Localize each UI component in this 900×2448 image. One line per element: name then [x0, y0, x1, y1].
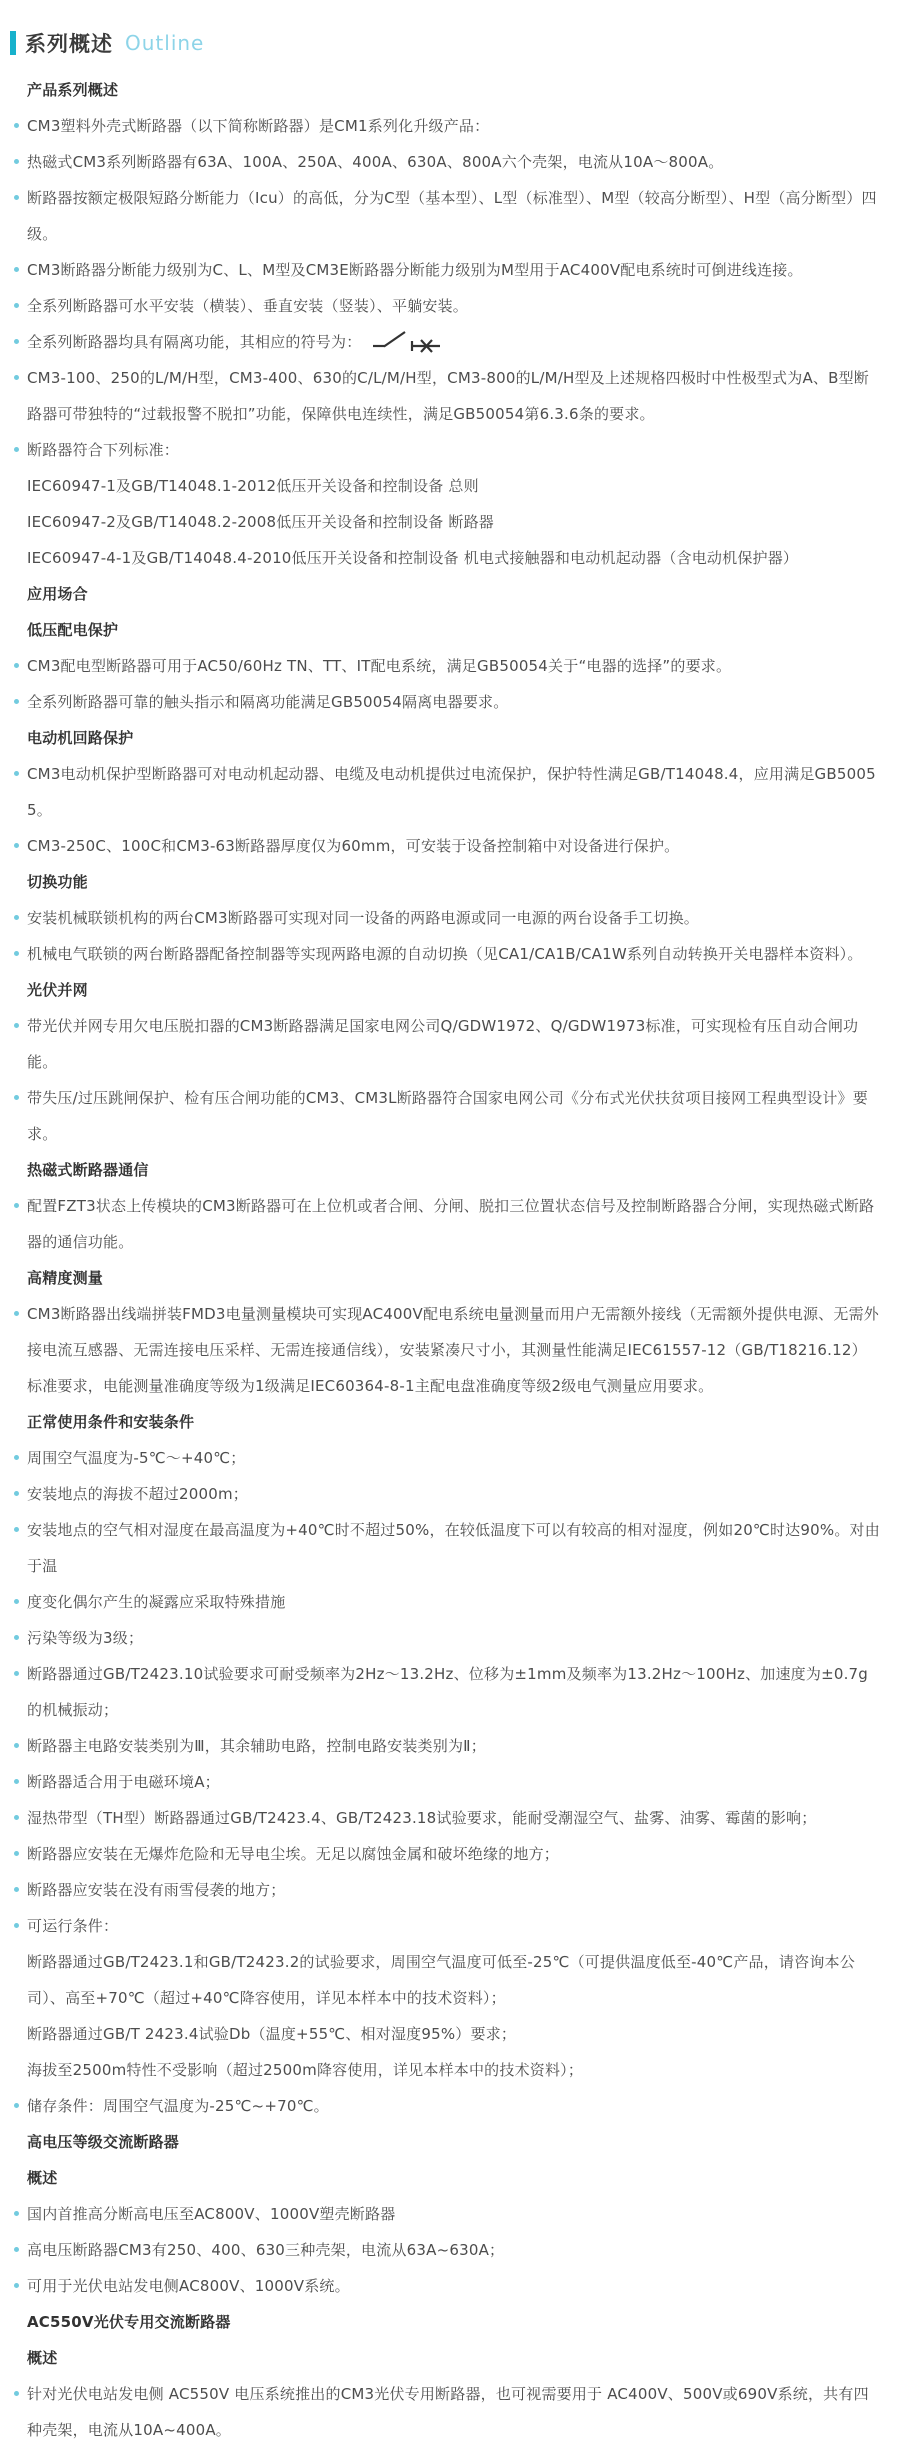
- bullet-item-text: 安装机械联锁机构的两台CM3断路器可实现对同一设备的两路电源或同一电源的两台设备手工切换。: [27, 909, 699, 927]
- bullet-item: [10, 936, 880, 972]
- bullet-item-text: 湿热带型（TH型）断路器通过GB/T2423.4、GB/T2423.18试验要求，能耐受潮湿空气、盐雾、油雾、霉菌的影响；: [27, 1809, 817, 1827]
- section-heading: [10, 576, 880, 612]
- bullet-item: [10, 180, 880, 252]
- section-heading: [10, 1404, 880, 1440]
- plain-item: [10, 1944, 880, 2016]
- plain-item-text: 断路器通过GB/T 2423.4试验Db（温度+55℃、相对湿度95%）要求；: [27, 2025, 517, 2043]
- bullet-dot-icon: [14, 1599, 19, 1604]
- bullet-dot-icon: [14, 663, 19, 668]
- bullet-item-text: CM3-250C、100C和CM3-63断路器厚度仅为60mm，可安装于设备控制箱中对设备进行保护。: [27, 837, 680, 855]
- bullet-item-text: 断路器按额定极限短路分断能力（Icu）的高低，分为C型（基本型）、L型（标准型）、M型（较高分断型）、H型（高分断型）四级。: [27, 189, 877, 243]
- bullet-item: [10, 2376, 880, 2448]
- bullet-dot-icon: [14, 1527, 19, 1532]
- content-list: [10, 72, 880, 2448]
- bullet-item-text: 污染等级为3级；: [27, 1629, 144, 1647]
- bullet-item: [10, 1008, 880, 1080]
- section-heading-label: AC550V光伏专用交流断路器: [27, 2313, 231, 2331]
- bullet-dot-icon: [14, 1815, 19, 1820]
- plain-item: [10, 540, 880, 576]
- header-accent-bar-icon: [10, 31, 16, 55]
- section-heading: [10, 720, 880, 756]
- bullet-item-text: 断路器应安装在没有雨雪侵袭的地方；: [27, 1881, 286, 1899]
- section-header: [10, 28, 880, 58]
- bullet-item: [10, 1620, 880, 1656]
- bullet-item: [10, 1584, 880, 1620]
- section-heading: [10, 2304, 880, 2340]
- bullet-dot-icon: [14, 1671, 19, 1676]
- section-heading-label: 产品系列概述: [27, 81, 119, 99]
- bullet-dot-icon: [14, 2391, 19, 2396]
- bullet-item: [10, 252, 880, 288]
- bullet-item-text: 安装地点的空气相对湿度在最高温度为+40℃时不超过50%，在较低温度下可以有较高的相对湿度，例如20℃时达90%。对由于温: [27, 1521, 880, 1575]
- bullet-dot-icon: [14, 843, 19, 848]
- bullet-item: [10, 2232, 880, 2268]
- section-heading: [10, 72, 880, 108]
- bullet-dot-icon: [14, 1311, 19, 1316]
- plain-item-text: IEC60947-2及GB/T14048.2-2008低压开关设备和控制设备 断路器: [27, 513, 494, 531]
- section-heading: [10, 1152, 880, 1188]
- section-heading: [10, 972, 880, 1008]
- section-heading: [10, 2160, 880, 2196]
- bullet-item-text: 热磁式CM3系列断路器有63A、100A、250A、400A、630A、800A六个壳架，电流从10A～800A。: [27, 153, 724, 171]
- bullet-item: [10, 1080, 880, 1152]
- page-title: 系列概述: [25, 32, 113, 56]
- bullet-item: [10, 648, 880, 684]
- bullet-item: [10, 1512, 880, 1584]
- section-heading: [10, 864, 880, 900]
- section-heading: [10, 2124, 880, 2160]
- section-heading-label: 高电压等级交流断路器: [27, 2133, 180, 2151]
- section-heading-label: 概述: [27, 2169, 58, 2187]
- plain-item-text: IEC60947-4-1及GB/T14048.4-2010低压开关设备和控制设备 机电式接触器和电动机起动器（含电动机保护器）: [27, 549, 799, 567]
- bullet-item: [10, 2196, 880, 2232]
- bullet-item-text: 带光伏并网专用欠电压脱扣器的CM3断路器满足国家电网公司Q/GDW1972、Q/GDW1973标准，可实现检有压自动合闸功能。: [27, 1017, 859, 1071]
- bullet-item: [10, 1908, 880, 1944]
- bullet-item-text: 带失压/过压跳闸保护、检有压合闸功能的CM3、CM3L断路器符合国家电网公司《分布式光伏扶贫项目接网工程典型设计》要求。: [27, 1089, 868, 1143]
- bullet-dot-icon: [14, 1743, 19, 1748]
- bullet-dot-icon: [14, 1203, 19, 1208]
- bullet-item-text: 机械电气联锁的两台断路器配备控制器等实现两路电源的自动切换（见CA1/CA1B/CA1W系列自动转换开关电器样本资料）。: [27, 945, 863, 963]
- bullet-item-text: 全系列断路器可水平安装（横装）、垂直安装（竖装）、平躺安装。: [27, 297, 469, 315]
- bullet-item-text: 周围空气温度为-5℃～+40℃；: [27, 1449, 246, 1467]
- section-heading-label: 电动机回路保护: [27, 729, 134, 747]
- bullet-item: [10, 1728, 880, 1764]
- page-title-en: Outline: [125, 31, 205, 55]
- bullet-item-text: 国内首推高分断高电压至AC800V、1000V塑壳断路器: [27, 2205, 396, 2223]
- bullet-item-text: CM3断路器分断能力级别为C、L、M型及CM3E断路器分断能力级别为M型用于AC400V配电系统时可倒进线连接。: [27, 261, 803, 279]
- bullet-item-text: 断路器主电路安装类别为Ⅲ，其余辅助电路，控制电路安装类别为Ⅱ；: [27, 1737, 486, 1755]
- plain-item-text: 海拔至2500m特性不受影响（超过2500m降容使用，详见本样本中的技术资料）；: [27, 2061, 584, 2079]
- bullet-dot-icon: [14, 2283, 19, 2288]
- bullet-item: [10, 1476, 880, 1512]
- bullet-dot-icon: [14, 375, 19, 380]
- bullet-item: [10, 360, 880, 432]
- bullet-dot-icon: [14, 195, 19, 200]
- bullet-item-text: CM3断路器出线端拼装FMD3电量测量模块可实现AC400V配电系统电量测量而用户无需额外接线（无需额外提供电源、无需外接电流互感器、无需连接电压采样、无需连接通信线），安装紧凑尺寸小，其测量性能满足IEC61557-12（GB/T18216.12）标准要求，电能测量准确度等级为1级满足IEC60364-8-1主配电盘准确度等级2级电气测量应用要求。: [27, 1305, 879, 1395]
- bullet-item: [10, 2268, 880, 2304]
- bullet-dot-icon: [14, 1923, 19, 1928]
- bullet-item-text: 断路器适合用于电磁环境A；: [27, 1773, 220, 1791]
- bullet-item-text: CM3电动机保护型断路器可对电动机起动器、电缆及电动机提供过电流保护，保护特性满足GB/T14048.4，应用满足GB50055。: [27, 765, 876, 819]
- bullet-item: [10, 432, 880, 468]
- plain-item: [10, 504, 880, 540]
- section-heading-label: 应用场合: [27, 585, 88, 603]
- bullet-item-text: 可用于光伏电站发电侧AC800V、1000V系统。: [27, 2277, 350, 2295]
- bullet-item-text: CM3配电型断路器可用于AC50/60Hz TN、TT、IT配电系统，满足GB50054关于“电器的选择”的要求。: [27, 657, 732, 675]
- bullet-item-text: 全系列断路器均具有隔离功能，其相应的符号为：: [27, 333, 362, 351]
- bullet-item: [10, 1656, 880, 1728]
- bullet-item: [10, 1836, 880, 1872]
- bullet-item: [10, 1764, 880, 1800]
- bullet-dot-icon: [14, 915, 19, 920]
- bullet-dot-icon: [14, 951, 19, 956]
- bullet-item-text: 度变化偶尔产生的凝露应采取特殊措施: [27, 1593, 286, 1611]
- bullet-item: [10, 756, 880, 828]
- bullet-item: [10, 1440, 880, 1476]
- plain-item-text: IEC60947-1及GB/T14048.1-2012低压开关设备和控制设备 总则: [27, 477, 479, 495]
- section-heading-label: 概述: [27, 2349, 58, 2367]
- bullet-dot-icon: [14, 339, 19, 344]
- bullet-dot-icon: [14, 1851, 19, 1856]
- bullet-dot-icon: [14, 447, 19, 452]
- bullet-item: [10, 1296, 880, 1404]
- bullet-item-text: 可运行条件：: [27, 1917, 119, 1935]
- plain-item: [10, 468, 880, 504]
- bullet-item-text: CM3塑料外壳式断路器（以下简称断路器）是CM1系列化升级产品：: [27, 117, 490, 135]
- bullet-item-text: 断路器通过GB/T2423.10试验要求可耐受频率为2Hz～13.2Hz、位移为±1mm及频率为13.2Hz～100Hz、加速度为±0.7g的机械振动；: [27, 1665, 869, 1719]
- bullet-dot-icon: [14, 303, 19, 308]
- section-heading-label: 低压配电保护: [27, 621, 119, 639]
- bullet-dot-icon: [14, 1887, 19, 1892]
- bullet-item-text: 安装地点的海拔不超过2000m；: [27, 1485, 248, 1503]
- section-heading-label: 正常使用条件和安装条件: [27, 1413, 195, 1431]
- bullet-item-text: 高电压断路器CM3有250、400、630三种壳架，电流从63A~630A；: [27, 2241, 505, 2259]
- bullet-item: [10, 1872, 880, 1908]
- bullet-dot-icon: [14, 771, 19, 776]
- plain-item-text: 断路器通过GB/T2423.1和GB/T2423.2的试验要求，周围空气温度可低至-25℃（可提供温度低至-40℃产品，请咨询本公司）、高至+70℃（超过+40℃降容使用，详见本样本中的技术资料）；: [27, 1953, 855, 2007]
- bullet-item: [10, 288, 880, 324]
- bullet-item-text: 针对光伏电站发电侧 AC550V 电压系统推出的CM3光伏专用断路器，也可视需要用于 AC400V、500V或690V系统，共有四种壳架，电流从10A~400A。: [27, 2385, 869, 2439]
- plain-item: [10, 2052, 880, 2088]
- bullet-item-text: CM3-100、250的L/M/H型，CM3-400、630的C/L/M/H型，CM3-800的L/M/H型及上述规格四极时中性极型式为A、B型断路器可带独特的“过载报警不脱扣”功能，保障供电连续性，满足GB50054第6.3.6条的要求。: [27, 369, 870, 423]
- bullet-dot-icon: [14, 123, 19, 128]
- bullet-dot-icon: [14, 699, 19, 704]
- bullet-item-text: 储存条件：周围空气温度为-25℃~+70℃。: [27, 2097, 329, 2115]
- bullet-item-text: 全系列断路器可靠的触头指示和隔离功能满足GB50054隔离电器要求。: [27, 693, 509, 711]
- bullet-item: [10, 900, 880, 936]
- bullet-dot-icon: [14, 1491, 19, 1496]
- bullet-item: [10, 108, 880, 144]
- bullet-item: [10, 2088, 880, 2124]
- bullet-dot-icon: [14, 2211, 19, 2216]
- bullet-item: [10, 828, 880, 864]
- section-heading: [10, 612, 880, 648]
- bullet-dot-icon: [14, 2247, 19, 2252]
- isolation-function-symbol-icon: [372, 327, 444, 353]
- bullet-dot-icon: [14, 1635, 19, 1640]
- bullet-dot-icon: [14, 1095, 19, 1100]
- bullet-item: [10, 1800, 880, 1836]
- bullet-dot-icon: [14, 1023, 19, 1028]
- bullet-dot-icon: [14, 159, 19, 164]
- section-heading-label: 热磁式断路器通信: [27, 1161, 149, 1179]
- bullet-item-text: 断路器应安装在无爆炸危险和无导电尘埃。无足以腐蚀金属和破坏绝缘的地方；: [27, 1845, 560, 1863]
- bullet-dot-icon: [14, 1455, 19, 1460]
- bullet-dot-icon: [14, 267, 19, 272]
- bullet-item-text: 断路器符合下列标准：: [27, 441, 180, 459]
- bullet-dot-icon: [14, 2103, 19, 2108]
- bullet-item: [10, 1188, 880, 1260]
- section-heading-label: 高精度测量: [27, 1269, 104, 1287]
- section-heading: [10, 1260, 880, 1296]
- bullet-item: [10, 324, 880, 360]
- bullet-dot-icon: [14, 1779, 19, 1784]
- bullet-item: [10, 144, 880, 180]
- section-heading-label: 切换功能: [27, 873, 88, 891]
- bullet-item-text: 配置FZT3状态上传模块的CM3断路器可在上位机或者合闸、分闸、脱扣三位置状态信号及控制断路器合分闸，实现热磁式断路器的通信功能。: [27, 1197, 875, 1251]
- bullet-item: [10, 684, 880, 720]
- plain-item: [10, 2016, 880, 2052]
- section-heading-label: 光伏并网: [27, 981, 88, 999]
- section-heading: [10, 2340, 880, 2376]
